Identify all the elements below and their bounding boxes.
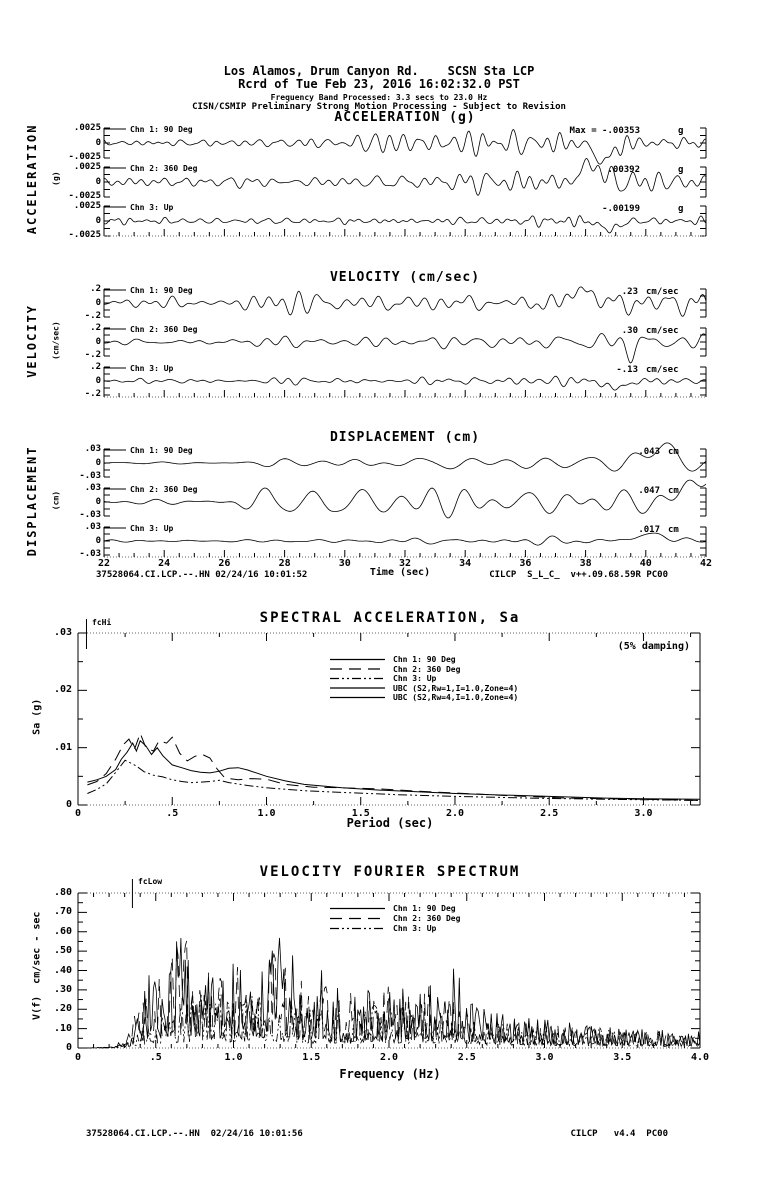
sa-y-tick-label: .03 [53,627,72,638]
sa-title: SPECTRAL ACCELERATION, Sa [259,610,521,626]
y-tick-label: -.2 [84,311,101,321]
time-tick-label: 38 [579,558,592,569]
sa-x-tick-label: 0 [74,808,82,819]
peak-units: g [678,126,684,136]
peak-annotation: .017 [638,525,660,535]
peak-units: cm [668,525,679,535]
fourier-x-tick-label: 4.0 [690,1052,710,1063]
displacement-axis-label: DISPLACEMENT [25,445,40,557]
y-tick-label: 0 [95,177,101,187]
peak-annotation: -.00199 [602,204,640,214]
sa-legend-label: UBC (S2,Rw=4,I=1.0,Zone=4) [393,693,519,702]
fourier-y-tick-label: .50 [53,945,72,957]
y-tick-label: -.03 [79,549,101,559]
peak-units: cm/sec [646,287,679,297]
y-tick-label: 0 [95,376,101,386]
velocity-axis-units: (cm/sec) [51,321,61,360]
time-axis-label: Time (sec) [369,567,431,578]
displacement-axis-units: (cm) [51,490,61,511]
y-tick-label: .03 [84,483,101,493]
fourier-y-tick-label: .60 [53,925,72,937]
peak-units: cm [668,486,679,496]
header-band-line: Frequency Band Processed: 3.3 secs to 23.0 Hz [270,93,488,102]
acceleration-panel-title: ACCELERATION (g) [334,110,476,125]
peak-units: cm/sec [646,326,679,336]
y-tick-label: .03 [84,444,101,454]
timeseries-footer-left: 37528064.CI.LCP.--.HN 02/24/16 10:01:52 [96,570,308,580]
time-tick-label: 30 [338,558,351,569]
acceleration-axis-label: ACCELERATION [25,123,40,235]
peak-annotation: .043 [638,447,660,457]
channel-label: Chn 1: 90 Deg [130,125,193,134]
fourier-y-tick-label: .10 [53,1022,72,1034]
fourier-title: VELOCITY FOURIER SPECTRUM [259,864,521,880]
peak-annotation: -.13 [616,365,638,375]
y-tick-label: -.0025 [68,230,101,240]
sa-damping-note: (5% damping) [617,641,690,652]
fourier-y-tick-label: .40 [53,964,72,976]
fourier-x-tick-label: 3.5 [613,1052,632,1063]
y-tick-label: 0 [95,458,101,468]
sa-x-tick-label: 2.0 [445,808,464,819]
y-tick-label: -.2 [84,350,101,360]
channel-label: Chn 3: Up [130,524,174,533]
page-footer-right: CILCP v4.4 PC00 [570,1129,668,1139]
velocity-panel-title: VELOCITY (cm/sec) [329,270,481,285]
header-station-line: Los Alamos, Drum Canyon Rd. SCSN Sta LCP [223,64,535,78]
y-tick-label: 0 [95,216,101,226]
fourier-x-tick-label: 1.0 [224,1052,243,1063]
time-tick-label: 32 [398,558,412,569]
fourier-y-tick-label: .70 [53,906,72,918]
peak-annotation: .00392 [607,165,640,175]
channel-label: Chn 2: 360 Deg [130,325,198,334]
sa-x-tick-label: .5 [166,808,179,819]
sa-x-tick-label: 1.0 [257,808,276,819]
time-tick-label: 36 [519,558,532,569]
y-tick-label: .0025 [73,123,101,133]
time-tick-label: 28 [278,558,291,569]
channel-label: Chn 3: Up [130,364,174,373]
peak-units: g [678,165,684,175]
sa-y-tick-label: .01 [53,741,72,753]
time-tick-label: 42 [699,558,713,569]
sa-legend-label: Chn 3: Up [393,674,437,683]
sa-legend-label: Chn 2: 360 Deg [393,664,461,674]
y-tick-label: .03 [84,522,101,532]
peak-units: g [678,204,684,214]
sa-legend-label: Chn 1: 90 Deg [393,655,456,664]
fourier-x-tick-label: 2.5 [457,1052,476,1063]
time-tick-label: 34 [459,558,472,569]
y-tick-label: -.0025 [68,191,101,201]
page-footer-left: 37528064.CI.LCP.--.HN 02/24/16 10:01:56 [86,1129,303,1139]
y-tick-label: -.03 [79,510,101,520]
peak-annotation: .30 [621,326,638,336]
fourier-legend-label: Chn 2: 360 Deg [393,914,461,923]
fourier-x-tick-label: 2.0 [379,1052,399,1063]
fourier-legend-label: Chn 1: 90 Deg [393,904,456,913]
channel-label: Chn 2: 360 Deg [130,485,198,494]
sa-y-tick-label: 0 [65,799,72,810]
fourier-y-tick-label: 0 [65,1042,72,1053]
sa-y-axis-label: Sa (g) [31,698,43,735]
displacement-panel-title: DISPLACEMENT (cm) [329,430,481,445]
sa-fchi-label: fcHi [92,618,112,627]
time-tick-label: 22 [97,558,111,569]
channel-label: Chn 1: 90 Deg [130,446,193,455]
y-tick-label: 0 [95,138,101,148]
peak-annotation: .23 [621,287,638,297]
channel-label: Chn 3: Up [130,203,174,212]
y-tick-label: .2 [90,284,101,294]
fourier-y-tick-label: .80 [53,887,72,898]
fourier-y-axis-label: V(f) cm/sec - sec [31,911,43,1020]
y-tick-label: .0025 [73,201,101,211]
peak-units: cm [668,447,679,457]
y-tick-label: -.2 [84,389,101,399]
y-tick-label: 0 [95,536,101,546]
sa-x-tick-label: 3.0 [634,808,653,819]
y-tick-label: 0 [95,298,101,308]
sa-legend-label: UBC (S2,Rw=1,I=1.0,Zone=4) [393,683,519,693]
y-tick-label: -.0025 [68,152,101,162]
channel-label: Chn 1: 90 Deg [130,286,193,295]
time-tick-label: 40 [639,558,652,569]
y-tick-label: .2 [90,323,101,333]
fourier-x-tick-label: .5 [149,1052,162,1063]
y-tick-label: .0025 [73,162,101,172]
sa-x-tick-label: 2.5 [540,808,559,819]
fourier-x-tick-label: 0 [74,1052,82,1063]
fourier-x-tick-label: 3.0 [535,1052,554,1063]
header-record-line: Rcrd of Tue Feb 23, 2016 16:02:32.0 PST [238,77,520,91]
peak-annotation: .047 [638,486,660,496]
acceleration-axis-units: (g) [51,171,61,186]
y-tick-label: 0 [95,497,101,507]
peak-annotation: Max = -.00353 [569,126,640,136]
timeseries-footer-right: CILCP S_L_C_ v++.09.68.59R PC00 [489,570,668,580]
fourier-y-tick-label: .20 [53,1003,72,1015]
sa-x-axis-label: Period (sec) [346,816,434,830]
fourier-fclow-label: fcLow [138,877,163,886]
velocity-axis-label: VELOCITY [25,304,40,378]
time-tick-label: 24 [158,558,171,569]
time-tick-label: 26 [218,558,231,569]
fourier-x-axis-label: Frequency (Hz) [339,1067,441,1081]
fourier-y-tick-label: .30 [53,983,72,995]
peak-units: cm/sec [646,365,679,375]
channel-label: Chn 2: 360 Deg [130,164,198,173]
fourier-legend-label: Chn 3: Up [393,924,437,933]
y-tick-label: .2 [90,362,101,372]
y-tick-label: -.03 [79,471,101,481]
fourier-x-tick-label: 1.5 [302,1052,321,1063]
sa-y-tick-label: .02 [53,684,72,696]
header-processing-line: CISN/CSMIP Preliminary Strong Motion Processing - Subject to Revision [192,102,566,112]
sa-x-tick-label: 1.5 [351,808,370,819]
y-tick-label: 0 [95,337,101,347]
